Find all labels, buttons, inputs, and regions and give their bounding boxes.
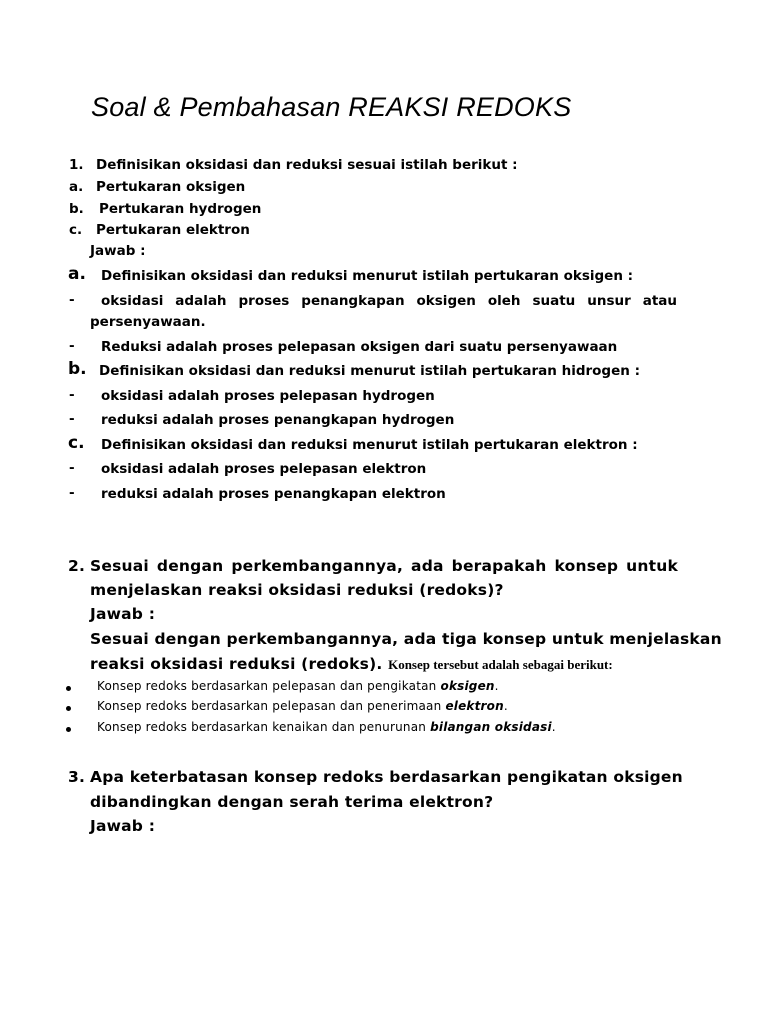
bullet-dot bbox=[66, 686, 71, 691]
q1-option-b: Pertukaran hydrogen bbox=[99, 201, 262, 217]
q1a-dash-2: - bbox=[69, 338, 75, 354]
q2-bullet-2: Konsep redoks berdasarkan pelepasan dan penerimaan elektron. bbox=[97, 699, 508, 713]
q1a-item-1-cont: persenyawaan. bbox=[90, 314, 206, 330]
bullet-dot bbox=[66, 706, 71, 711]
q1b-marker: b. bbox=[68, 359, 87, 379]
q1-text: Definisikan oksidasi dan reduksi sesuai istilah berikut : bbox=[96, 157, 518, 173]
q1-answer-label: Jawab : bbox=[90, 243, 146, 259]
q3-line-1: Apa keterbatasan konsep redoks berdasarkan pengikatan oksigen bbox=[90, 768, 683, 786]
q1c-item-2: reduksi adalah proses penangkapan elektron bbox=[101, 486, 446, 502]
q1c-dash-1: - bbox=[69, 460, 75, 476]
q2-line-1: Sesuai dengan perkembangannya, ada berapakah konsep untuk bbox=[90, 557, 678, 575]
bullet-dot bbox=[66, 727, 71, 732]
q3-line-2: dibandingkan dengan serah terima elektron? bbox=[90, 793, 494, 811]
q1a-heading: Definisikan oksidasi dan reduksi menurut istilah pertukaran oksigen : bbox=[101, 268, 634, 284]
q2-answer-line-2 bbox=[90, 654, 613, 675]
q2-answer-line-1: Sesuai dengan perkembangannya, ada tiga konsep untuk menjelaskan bbox=[90, 630, 722, 648]
q1b-dash-1: - bbox=[69, 387, 75, 403]
q2-line-2: menjelaskan reaksi oksidasi reduksi (redoks)? bbox=[90, 581, 504, 599]
q1b-item-2: reduksi adalah proses penangkapan hydrogen bbox=[101, 412, 455, 428]
q1c-item-1: oksidasi adalah proses pelepasan elektron bbox=[101, 461, 427, 477]
q1b-dash-2: - bbox=[69, 411, 75, 427]
q1-option-a: Pertukaran oksigen bbox=[96, 179, 246, 195]
q1a-marker: a. bbox=[68, 264, 86, 284]
q1-option-c: Pertukaran elektron bbox=[96, 222, 250, 238]
q1b-heading: Definisikan oksidasi dan reduksi menurut istilah pertukaran hidrogen : bbox=[99, 363, 640, 379]
q1c-marker: c. bbox=[68, 433, 85, 453]
q2-number: 2. bbox=[68, 557, 86, 575]
q1c-dash-2: - bbox=[69, 485, 75, 501]
q1c-heading: Definisikan oksidasi dan reduksi menurut istilah pertukaran elektron : bbox=[101, 437, 638, 453]
q2-bullet-1: Konsep redoks berdasarkan pelepasan dan pengikatan oksigen. bbox=[97, 679, 499, 693]
q1a-item-2: Reduksi adalah proses pelepasan oksigen dari suatu persenyawaan bbox=[101, 339, 618, 355]
q1-number: 1. bbox=[69, 157, 84, 173]
q2-answer-line-2-text: reaksi oksidasi reduksi (redoks). bbox=[90, 655, 383, 673]
q1a-dash-1: - bbox=[69, 292, 75, 308]
q1a-item-1: oksidasi adalah proses penangkapan oksigen oleh suatu unsur atau bbox=[101, 293, 677, 309]
q3-answer-label: Jawab : bbox=[90, 817, 156, 835]
page-title: Soal & Pembahasan REAKSI REDOKS bbox=[91, 92, 572, 122]
q1-option-a-marker: a. bbox=[69, 179, 84, 195]
q3-number: 3. bbox=[68, 768, 86, 786]
q1-option-b-marker: b. bbox=[69, 201, 84, 217]
q2-answer-note: Konsep tersebut adalah sebagai berikut: bbox=[388, 657, 613, 672]
q1b-item-1: oksidasi adalah proses pelepasan hydrogen bbox=[101, 388, 435, 404]
q2-bullet-3: Konsep redoks berdasarkan kenaikan dan penurunan bilangan oksidasi. bbox=[97, 720, 556, 734]
q1-option-c-marker: c. bbox=[69, 222, 83, 238]
q2-answer-label: Jawab : bbox=[90, 605, 156, 623]
